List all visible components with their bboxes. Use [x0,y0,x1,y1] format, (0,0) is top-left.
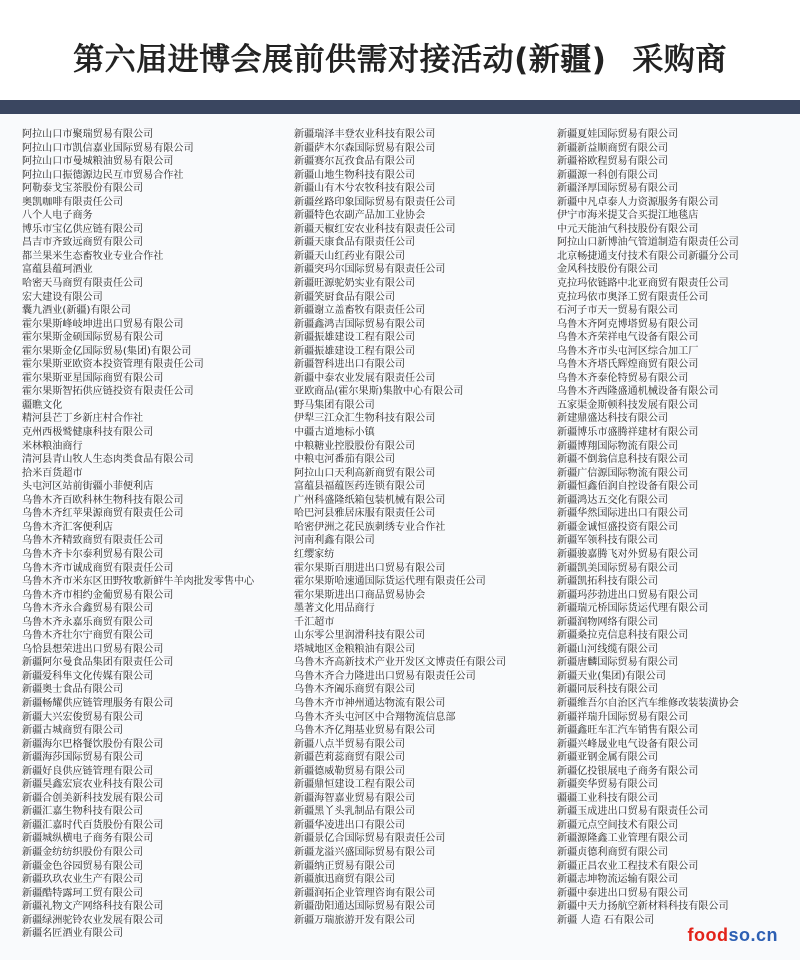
company-list-item: 新疆芭莉蕊商贸有限公司 [294,752,406,764]
company-list-item: 新疆景亿合国际贸易有限责任公司 [294,833,446,845]
company-list-item: 拾米百货超市 [22,467,83,479]
company-list-item: 新疆金纺纺织股份有限公司 [22,846,144,858]
company-list-item: 新疆中泰农业发展有限责任公司 [294,372,436,384]
company-list-item: 千汇超市 [294,616,335,628]
company-list-item: 乌鲁木齐阿克博塔贸易有限公司 [557,318,699,330]
company-list-item: 新疆祥瑞升国际贸易有限公司 [557,711,689,723]
company-list-item: 乌鲁木齐市神州通达物流有限公司 [294,697,446,709]
company-list-item: 新疆博乐市盛腾祥建材有限公司 [557,427,699,439]
company-list-item: 克拉玛依链路中北亚商贸有限责任公司 [557,278,729,290]
company-list-item: 阿拉山口市凯信嘉业国际贸易有限公司 [22,142,194,154]
company-list-item: 新疆瑞元桥国际货运代理有限公司 [557,603,709,615]
company-list-item: 金风科技股份有限公司 [557,264,658,276]
company-list-item: 哈巴河县雅居床服有限责任公司 [294,508,436,520]
company-list-item: 新疆德威勒贸易有限公司 [294,765,406,777]
company-list-item: 新疆礼物文产网络科技有限公司 [22,901,164,913]
company-list-item: 克拉玛依市奥泽工贸有限责任公司 [557,291,709,303]
company-list-item: 新疆奥士食品有限公司 [22,684,123,696]
company-list-item: 新疆天椒红安农业科技有限责任公司 [294,223,456,235]
company-list-item: 新疆合创美新科技发展有限公司 [22,792,164,804]
company-list-item: 红缨家纺 [294,548,335,560]
company-list-item: 乌鲁木齐泰伦特贸易有限公司 [557,372,689,384]
company-list-item: 新疆泽厚国际贸易有限公司 [557,183,679,195]
company-list-item: 塔城地区金粮粮油有限公司 [294,643,416,655]
company-list-item: 都兰果米生态畜牧业专业合作社 [22,250,164,262]
company-list-item: 富蕴县福蕴医药连锁有限公司 [294,481,426,493]
company-list-item: 新疆笑厨食品有限公司 [294,291,395,303]
company-list-item: 中疆古道地标小镇 [294,427,375,439]
company-list-item: 广州科盛隆纸箱包装机械有限公司 [294,494,446,506]
company-list-item: 乌鲁木齐合力隆进出口贸易有限责任公司 [294,670,476,682]
company-list-item: 疆瞧文化 [22,399,63,411]
company-list-item: 头屯河区站前街疆小菲便利店 [22,481,154,493]
company-list-item: 新疆源隆鑫工业管理有限公司 [557,833,689,845]
company-list-item: 乌鲁木齐市诚成商贸有限责任公司 [22,562,174,574]
company-list-item: 霍尔果斯峰岐坤进出口贸易有限公司 [22,318,184,330]
company-list-item: 乌鲁木齐汇客便利店 [22,521,113,533]
company-list-item: 伊犁三江众汇生物科技有限公司 [294,413,436,425]
company-list-item: 新疆爱科隼文化传媒有限公司 [22,670,154,682]
company-list-item: 新疆龙溢兴盛国际贸易有限公司 [294,846,436,858]
company-list-item: 新疆中凡卓泰人力资源服务有限公司 [557,196,719,208]
company-list-item: 新疆夏娃国际贸易有限公司 [557,129,679,140]
company-list-item: 乌鲁木齐高新技术产业开发区文博责任有限公司 [294,657,506,669]
company-list-item: 新疆军领科技有限公司 [557,535,658,547]
company-list-item: 霍尔果斯金硕国际贸易有限公司 [22,332,164,344]
company-list-item: 新疆广信源国际物流有限公司 [557,467,689,479]
company-list-item: 霍尔果斯哈速通国际货运代理有限责任公司 [294,576,486,588]
company-list-item: 乌鲁木齐精致商贸有限责任公司 [22,535,164,547]
company-list-item: 新疆海莎国际贸易有限公司 [22,752,144,764]
company-list-item: 新疆博翔国际物流有限公司 [557,440,679,452]
company-column-1 [22,128,294,941]
company-list-item: 新疆劭阳通达国际贸易有限公司 [294,901,436,913]
company-column-3 [557,128,797,927]
company-list-item: 乌鲁木齐市相约金葡贸易有限公司 [22,589,174,601]
company-list-item: 新疆玉成进出口贸易有限责任公司 [557,806,709,818]
company-list-item: 奥凯咖啡有限责任公司 [22,196,123,208]
company-list-item: 新疆八点半贸易有限公司 [294,738,406,750]
company-list-item: 八个人电子商务 [22,210,93,222]
company-list-item: 哈密伊洲之花民族刺绣专业合作社 [294,521,446,533]
company-list-item: 新疆好良供应链管理有限公司 [22,765,154,777]
company-list-item: 阿拉山口天利高新商贸有限公司 [294,467,436,479]
company-list-item: 新疆万瑞旅游开发有限公司 [294,914,416,926]
company-list-item: 新疆绿洲驼铃农业发展有限公司 [22,914,164,926]
company-list-item: 新疆城纵横电子商务有限公司 [22,833,154,845]
title-subtitle: 采购商 [632,42,727,78]
company-list-item: 霍尔果斯金亿国际贸易(集团)有限公司 [22,345,192,357]
company-list-item: 山东零公里润滑科技有限公司 [294,630,426,642]
company-list-area [0,114,800,960]
company-list-item: 霍尔果斯亚欧资本投资管理有限责任公司 [22,359,204,371]
company-list-item: 新疆天康食品有限责任公司 [294,237,416,249]
company-list-item: 精河县芒丁乡新庄村合作社 [22,413,144,425]
company-list-item: 新疆中泰进出口贸易有限公司 [557,887,689,899]
company-list-item: 新疆山有木兮农牧科技有限公司 [294,183,436,195]
company-list-item: 乌鲁木齐亿翔基业贸易有限公司 [294,725,436,737]
company-list-item: 新疆中天力扬航空新材料科技有限公司 [557,901,729,913]
company-list-item: 新疆阿尔曼食品集团有限责任公司 [22,657,174,669]
company-list-item: 新疆润拓企业管理咨询有限公司 [294,887,436,899]
company-list-item: 野马集团有限公司 [294,399,375,411]
company-list-item: 新疆振雄建设工程有限公司 [294,345,416,357]
company-list-item: 新疆润物网络有限公司 [557,616,658,628]
company-list-item: 新疆丝路印象国际贸易有限责任公司 [294,196,456,208]
company-list-item: 霍尔果斯亚星国际商贸有限公司 [22,372,164,384]
company-list-item: 亚欧商品(霍尔果斯)集散中心有限公司 [294,386,464,398]
company-list-item: 新疆裕欧程贸易有限公司 [557,156,669,168]
company-list-item: 乌鲁木齐卡尔泰利贸易有限公司 [22,548,164,560]
company-list-item: 新疆旗迅商贸有限公司 [294,874,395,886]
company-list-item: 乌鲁木齐西隆盛通机械设备有限公司 [557,386,719,398]
company-list-item: 新疆不倒翁信息科技有限公司 [557,454,689,466]
company-list-item: 清河县青山牧人生态肉类食品有限公司 [22,454,194,466]
company-list-item: 新疆凯拓科技有限公司 [557,576,658,588]
company-list-item: 克州西极鹫健康科技有限公司 [22,427,154,439]
company-list-item: 新疆骏嘉腾飞对外贸易有限公司 [557,548,699,560]
company-list-item: 新疆志坤物流运输有限公司 [557,874,679,886]
company-list-item: 中粮屯河番茄有限公司 [294,454,395,466]
company-list-item: 乌鲁木齐红苹果源商贸有限责任公司 [22,508,184,520]
company-list-item: 乌鲁木齐壮尔宁商贸有限公司 [22,630,154,642]
company-list-item: 乌恰县想荣进出口贸易有限公司 [22,643,164,655]
company-list-item: 新疆恒鑫佰润自控设备有限公司 [557,481,699,493]
company-list-item: 新疆古城商贸有限公司 [22,725,123,737]
company-list-item: 哈密天马商贸有限责任公司 [22,278,144,290]
company-list-item: 新疆玖玖农业生产有限公司 [22,874,144,886]
company-list-item: 新疆亚钢金属有限公司 [557,752,658,764]
company-list-item: 新疆赛尔瓦孜食品有限公司 [294,156,416,168]
company-list-item: 新疆汇嘉生物科技有限公司 [22,806,144,818]
company-list-item: 新疆纳正贸易有限公司 [294,860,395,872]
company-list-item: 米林粮油商行 [22,440,83,452]
title-text: 第六届进博会展前供需对接活动(新疆) [73,42,607,78]
company-list-item: 新疆唐麟国际贸易有限公司 [557,657,679,669]
company-list-item: 阿拉山口振德源边民互市贸易合作社 [22,169,184,181]
company-list-item: 新疆瑞泽丰登农业科技有限公司 [294,129,436,140]
company-list-item: 新疆酷特露珂工贸有限公司 [22,887,144,899]
company-list-item: 乌鲁木齐百欧科林生物科技有限公司 [22,494,184,506]
company-list-item: 新疆天山红药业有限公司 [294,250,406,262]
company-list-item: 阿拉山口市聚瑞贸易有限公司 [22,129,154,140]
company-list-item: 阿勒泰戈宝茶股份有限公司 [22,183,144,195]
company-list-item: 新疆畅耀供应链管理服务有限公司 [22,697,174,709]
company-list-item: 新疆金诚恒盛投资有限公司 [557,521,679,533]
page-header [0,0,800,100]
company-list-item: 新疆兴峰晟业电气设备有限公司 [557,738,699,750]
company-list-item: 新疆萨木尔森国际贸易有限公司 [294,142,436,154]
company-list-item: 乌鲁木齐塔氏辉煌商贸有限公司 [557,359,699,371]
company-list-item: 昌吉市齐致远商贸有限公司 [22,237,144,249]
company-list-item: 新疆振雄建设工程有限公司 [294,332,416,344]
header-divider-bar [0,100,800,114]
company-list-item: 新疆源一科创有限公司 [557,169,658,181]
company-column-2 [294,128,556,927]
company-list-item: 新疆元点空间技术有限公司 [557,819,679,831]
company-list-item: 新疆金色谷园贸易有限公司 [22,860,144,872]
company-list-item: 新疆旺源驼奶实业有限公司 [294,278,416,290]
company-list-item: 新疆华然国际进出口有限公司 [557,508,689,520]
company-list-item: 新疆突玛尔国际贸易有限责任公司 [294,264,446,276]
company-list-item: 北京畅捷通支付技术有限公司新疆分公司 [557,250,739,262]
company-list-item: 新疆贞德利商贸有限公司 [557,846,669,858]
company-list-item: 新疆桑拉克信息科技有限公司 [557,630,689,642]
company-list-item: 乌鲁木齐头屯河区中合翔物流信息部 [294,711,456,723]
company-list-item: 乌鲁木齐永合鑫贸易有限公司 [22,603,154,615]
page-title [0,34,800,79]
company-list-item: 新疆鑫鸿吉国际贸易有限公司 [294,318,426,330]
company-list-item: 新疆汇嘉时代百货股份有限公司 [22,819,164,831]
company-list-item: 乌鲁木齐永嘉乐商贸有限公司 [22,616,154,628]
watermark-part-a: food [687,925,729,945]
company-list-item: 宏大建设有限公司 [22,291,103,303]
company-list-item: 乌鲁木齐市头屯河区综合加工厂 [557,345,699,357]
company-list-item: 新疆新益顺商贸有限公司 [557,142,669,154]
company-list-item: 石河子市天一贸易有限公司 [557,305,679,317]
company-list-item: 新疆玛莎勃进出口贸易有限公司 [557,589,699,601]
company-list-item: 新疆亿投银展电子商务有限公司 [557,765,699,777]
company-list-item: 新疆黑丫头乳制品有限公司 [294,806,416,818]
company-list-item: 霍尔果斯进出口商品贸易协会 [294,589,426,601]
company-list-item: 阿拉山口新博油气管道制造有限责任公司 [557,237,739,249]
company-list-item: 新疆鸿达五交化有限公司 [557,494,669,506]
company-list-item: 新疆华凌进出口有限公司 [294,819,406,831]
company-list-item: 新疆同辰科技有限公司 [557,684,658,696]
company-list-item: 河南利鑫有限公司 [294,535,375,547]
company-list-item: 新疆海智嘉业贸易有限公司 [294,792,416,804]
company-list-item: 乌鲁木齐市米东区田野牧歌新鲜牛羊肉批发零售中心 [22,576,255,588]
company-list-item: 博乐市宝亿供应链有限公司 [22,223,144,235]
company-list-item: 中元天能油气科技股份有限公司 [557,223,699,235]
company-list-item: 新疆山河线缆有限公司 [557,643,658,655]
company-list-item: 霍尔果斯百朋进出口贸易有限公司 [294,562,446,574]
company-list-item: 新疆天业(集团)有限公司 [557,670,666,682]
company-list-item: 新建鼎盛达科技有限公司 [557,413,669,425]
watermark-logo [688,925,779,946]
company-list-item: 新疆凯美国际贸易有限公司 [557,562,679,574]
company-list-item: 新疆谢立盖畜牧有限责任公司 [294,305,426,317]
watermark-part-b: so.cn [728,925,778,945]
company-list-item: 新疆大兴宏俊贸易有限公司 [22,711,144,723]
company-list-item: 新疆鼎恒建设工程有限公司 [294,779,416,791]
company-list-item: 霍尔果斯智拓供应链投资有限责任公司 [22,386,194,398]
company-list-item: 新疆维吾尔自治区汽车维修改装装潢协会 [557,697,739,709]
company-list-item: 新疆名匠酒业有限公司 [22,928,123,940]
company-list-item: 五家渠金斯顿科技发展有限公司 [557,399,699,411]
company-list-item: 新疆鑫旺车汇汽车销售有限公司 [557,725,699,737]
company-list-item: 新疆 人造 石有限公司 [557,914,655,926]
company-list-item: 疆疆工业科技有限公司 [557,792,658,804]
company-list-item: 新疆奕华贸易有限公司 [557,779,658,791]
company-list-item: 墨著文化用品商行 [294,603,375,615]
company-list-item: 中粮糖业控股股份有限公司 [294,440,416,452]
company-list-item: 囊九酒业(新疆)有限公司 [22,305,131,317]
company-list-item: 新疆正昌农业工程技术有限公司 [557,860,699,872]
company-list-item: 伊宁市海米提艾合买提江地毯店 [557,210,699,222]
company-list-item: 新疆智科进出口有限公司 [294,359,406,371]
company-list-item: 新疆山地生物科技有限公司 [294,169,416,181]
company-list-item: 阿拉山口市曼城粮油贸易有限公司 [22,156,174,168]
company-list-item: 富蕴县蕴珂酒业 [22,264,93,276]
company-list-item: 乌鲁木齐荣祥电气设备有限公司 [557,332,699,344]
company-list-item: 新疆海尔巴格餐饮股份有限公司 [22,738,164,750]
company-list-item: 乌鲁木齐阖乐商贸有限公司 [294,684,416,696]
company-list-item: 新疆昊鑫宏宸农业科技有限公司 [22,779,164,791]
company-list-item: 新疆特色农副产品加工业协会 [294,210,426,222]
